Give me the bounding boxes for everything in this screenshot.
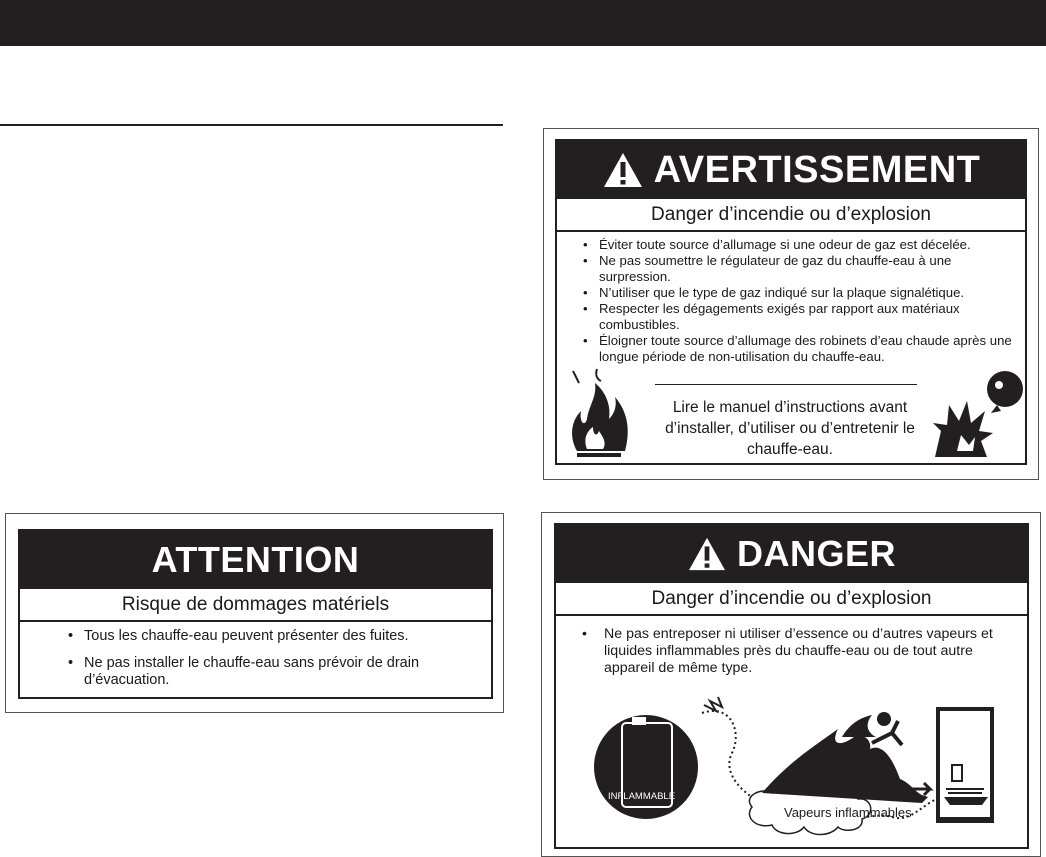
divider bbox=[655, 384, 917, 385]
flame-icon bbox=[567, 367, 637, 461]
label-header bbox=[557, 141, 1025, 199]
explosion-icon bbox=[931, 361, 1027, 461]
list-item: • Respecter les dégagements exigés par rapport aux matériaux combustibles. bbox=[577, 301, 1017, 333]
hazard-list bbox=[577, 237, 1017, 365]
list-item: • Ne pas installer le chauffe-eau sans prévoir de drain d’évacuation. bbox=[62, 655, 482, 689]
gas-can-icon bbox=[594, 715, 698, 819]
warning-label-inner bbox=[555, 139, 1027, 465]
caution-label-inner bbox=[18, 529, 493, 699]
label-subtitle: Risque de dommages matériels bbox=[20, 589, 491, 622]
label-title: DANGER bbox=[736, 533, 896, 574]
danger-label bbox=[541, 512, 1041, 857]
can-label: INFLAMMABLE bbox=[608, 791, 676, 802]
flammable-vapors-illustration bbox=[592, 693, 1012, 841]
list-item: • N’utiliser que le type de gaz indiqué sur la plaque signalétique. bbox=[577, 285, 1017, 301]
warning-label-avertissement bbox=[543, 128, 1039, 480]
label-title: ATTENTION bbox=[151, 539, 360, 580]
header-bar bbox=[0, 0, 1046, 46]
section-rule bbox=[0, 124, 503, 126]
read-manual-text: Lire le manuel d’instructions avant d’installer, d’utiliser ou d’entretenir le chauffe-eau. bbox=[665, 399, 915, 458]
label-header bbox=[20, 531, 491, 589]
list-item: • Ne pas entreposer ni utiliser d’essence ou d’autres vapeurs et liquides inflammables près du chauffe-eau ou de tout autre appareil de même type. bbox=[576, 626, 1016, 677]
list-item: • Ne pas soumettre le régulateur de gaz du chauffe-eau à une surpression. bbox=[577, 253, 1017, 285]
vapors-label: Vapeurs inflammables bbox=[784, 805, 912, 820]
label-subtitle: Danger d’incendie ou d’explosion bbox=[557, 199, 1025, 232]
danger-label-inner bbox=[554, 523, 1029, 849]
label-subtitle: Danger d’incendie ou d’explosion bbox=[556, 583, 1027, 616]
list-item: • Éloigner toute source d’allumage des robinets d’eau chaude après une longue période de non-utilisation du chauffe-eau. bbox=[577, 333, 1017, 365]
hazard-list bbox=[62, 628, 482, 699]
label-title: AVERTISSEMENT bbox=[653, 148, 981, 191]
hazard-list bbox=[576, 626, 1016, 677]
caution-label-attention bbox=[5, 513, 504, 713]
label-header bbox=[556, 525, 1027, 583]
list-item: • Tous les chauffe-eau peuvent présenter des fuites. bbox=[62, 628, 482, 645]
warning-triangle-icon bbox=[687, 536, 727, 572]
list-item: • Éviter toute source d’allumage si une odeur de gaz est décelée. bbox=[577, 237, 1017, 253]
warning-triangle-icon bbox=[602, 151, 644, 189]
